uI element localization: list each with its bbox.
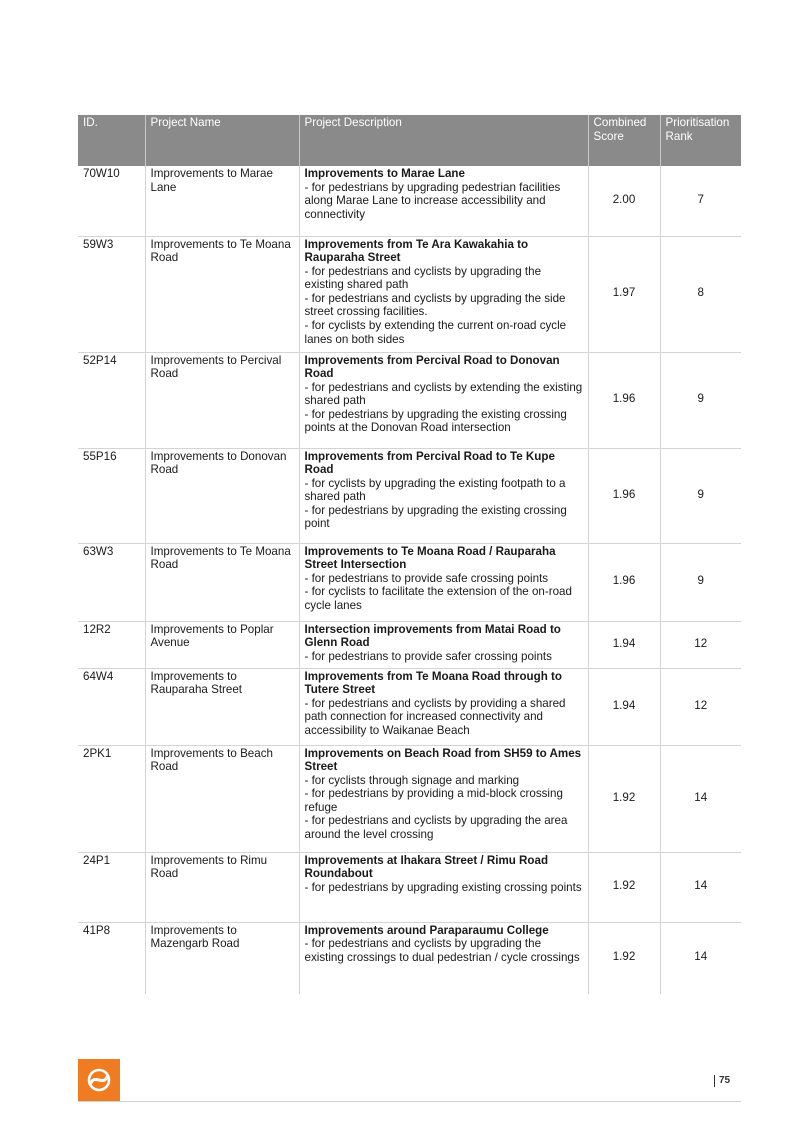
cell-prioritisation-rank: 9 — [660, 543, 741, 621]
table-row — [78, 166, 741, 236]
description-line: - for pedestrians by upgrading the existing crossing points at the Donovan Road intersection — [304, 407, 567, 435]
cell-prioritisation-rank: 14 — [660, 745, 741, 852]
cell-project-name: Improvements to Rimu Road — [145, 852, 299, 922]
cell-project-name: Improvements to Donovan Road — [145, 448, 299, 543]
table-row — [78, 668, 741, 745]
table-row — [78, 922, 741, 994]
cell-id: 55P16 — [78, 448, 145, 543]
table-row — [78, 352, 741, 448]
swirl-logo-icon — [78, 1059, 120, 1101]
cell-id: 2PK1 — [78, 745, 145, 852]
header-combined-score: Combined Score — [588, 115, 660, 166]
cell-project-description — [299, 922, 588, 994]
cell-project-description — [299, 236, 588, 352]
cell-project-description — [299, 668, 588, 745]
cell-project-name: Improvements to Rauparaha Street — [145, 668, 299, 745]
table-row — [78, 621, 741, 668]
cell-project-description — [299, 543, 588, 621]
cell-prioritisation-rank: 9 — [660, 352, 741, 448]
cell-prioritisation-rank: 8 — [660, 236, 741, 352]
company-logo — [78, 1059, 120, 1101]
description-line: - for pedestrians and cyclists by extending the existing shared path — [304, 380, 583, 408]
cell-combined-score: 1.94 — [588, 621, 660, 668]
description-line: - for pedestrians and cyclists by providing a shared path connection for increased connectivity and accessibility to Waikanae Beach — [304, 696, 566, 737]
description-line: - for pedestrians and cyclists by upgrading the existing shared path — [304, 264, 542, 292]
description-title: Improvements around Paraparaumu College — [304, 923, 549, 937]
table-body — [78, 166, 741, 994]
header-project-name: Project Name — [145, 115, 299, 166]
description-line: - for cyclists through signage and marking — [304, 773, 520, 787]
description-title: Improvements at Ihakara Street / Rimu Road Roundabout — [304, 853, 549, 881]
cell-combined-score: 1.96 — [588, 352, 660, 448]
table-row — [78, 543, 741, 621]
cell-combined-score: 1.92 — [588, 745, 660, 852]
cell-combined-score: 1.96 — [588, 448, 660, 543]
cell-id: 52P14 — [78, 352, 145, 448]
cell-id: 41P8 — [83, 923, 111, 937]
cell-prioritisation-rank: 14 — [660, 852, 741, 922]
cell-project-description — [299, 448, 588, 543]
cell-prioritisation-rank: 12 — [660, 668, 741, 745]
cell-project-name: Improvements to Poplar Avenue — [145, 621, 299, 668]
cell-project-name: Improvements to Percival Road — [145, 352, 299, 448]
description-line: - for pedestrians and cyclists by upgrading the side street crossing facilities. — [304, 291, 566, 319]
description-title: Improvements from Te Ara Kawakahia to Rauparaha Street — [304, 237, 529, 265]
cell-project-name: Improvements to Mazengarb Road — [145, 922, 299, 994]
page-number: 75 — [714, 1075, 730, 1087]
description-line: - for pedestrians by upgrading pedestrian facilities along Marae Lane to increase accessibility and connectivity — [304, 180, 561, 221]
description-line: - for cyclists to facilitate the extension of the on-road cycle lanes — [304, 585, 572, 612]
cell-id: 24P1 — [78, 852, 145, 922]
cell-id: 70W10 — [78, 166, 145, 236]
cell-id: 59W3 — [78, 236, 145, 352]
cell-combined-score: 1.92 — [588, 922, 660, 994]
cell-prioritisation-rank: 14 — [660, 922, 741, 994]
description-line: - for cyclists by extending the current on-road cycle lanes on both sides — [304, 319, 567, 346]
header-project-description: Project Description — [299, 115, 588, 166]
cell-id: 12R2 — [78, 621, 145, 668]
cell-prioritisation-rank: 9 — [660, 448, 741, 543]
description-line: - for cyclists by upgrading the existing footpath to a shared path — [304, 476, 566, 504]
cell-project-name: Improvements to Te Moana Road — [145, 236, 299, 352]
table-row — [78, 448, 741, 543]
description-line: - for pedestrians and cyclists by upgrading the area around the level crossing — [304, 814, 568, 842]
table-row — [78, 236, 741, 352]
cell-project-description — [299, 166, 588, 236]
cell-project-name: Improvements to Te Moana Road — [145, 543, 299, 621]
description-line: - for pedestrians by providing a mid-block crossing refuge — [304, 787, 563, 814]
cell-project-description — [299, 621, 588, 668]
cell-combined-score: 1.94 — [588, 668, 660, 745]
cell-prioritisation-rank: 7 — [660, 166, 741, 236]
description-title: Improvements on Beach Road from SH59 to Ames Street — [304, 746, 582, 774]
cell-id: 64W4 — [78, 668, 145, 745]
cell-combined-score: 2.00 — [588, 166, 660, 236]
description-title: Intersection improvements from Matai Road to Glenn Road — [304, 622, 561, 650]
projects-table — [78, 115, 741, 994]
table-header-row — [78, 115, 741, 166]
cell-combined-score: 1.96 — [588, 543, 660, 621]
cell-id: 63W3 — [78, 543, 145, 621]
description-line: - for pedestrians to provide safer crossing points — [304, 649, 552, 663]
cell-project-description — [299, 745, 588, 852]
cell-project-name: Improvements to Marae Lane — [145, 166, 299, 236]
description-line: - for pedestrians by upgrading the existing crossing point — [304, 503, 567, 531]
cell-combined-score: 1.92 — [588, 852, 660, 922]
footer-divider — [78, 1101, 741, 1102]
cell-project-description — [299, 352, 588, 448]
description-title: Improvements from Percival Road to Te Kupe Road — [304, 449, 555, 477]
description-title: Improvements to Marae Lane — [304, 167, 465, 180]
description-title: Improvements from Te Moana Road through to Tutere Street — [304, 669, 562, 697]
description-title: Improvements to Te Moana Road / Rauparaha Street Intersection — [304, 544, 556, 572]
cell-project-description — [299, 852, 588, 922]
table-row — [78, 745, 741, 852]
description-line: - for pedestrians by upgrading existing crossing points — [304, 880, 582, 894]
cell-prioritisation-rank: 12 — [660, 621, 741, 668]
header-id: ID. — [78, 115, 145, 166]
header-prioritisation-rank: Prioritisation Rank — [660, 115, 741, 166]
table-row — [78, 852, 741, 922]
description-line: - for pedestrians to provide safe crossing points — [304, 571, 549, 585]
cell-project-name: Improvements to Beach Road — [145, 745, 299, 852]
description-title: Improvements from Percival Road to Donovan Road — [304, 353, 560, 381]
description-line: - for pedestrians and cyclists by upgrading the existing crossings to dual pedestrian / cycle crossings — [304, 937, 580, 964]
cell-combined-score: 1.97 — [588, 236, 660, 352]
